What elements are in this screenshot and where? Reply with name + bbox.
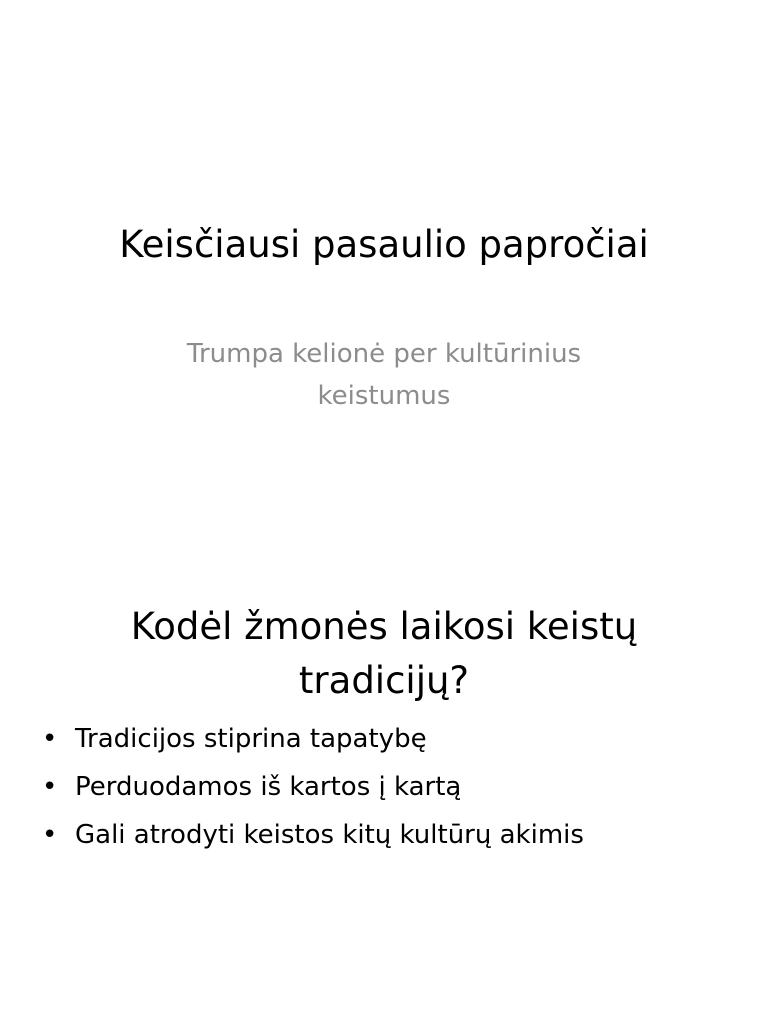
slide-content xyxy=(0,576,768,1024)
bullet-text: Gali atrodyti keistos kitų kultūrų akimis xyxy=(75,820,584,850)
slide-subtitle xyxy=(160,333,608,417)
bullet-marker: • xyxy=(42,772,58,802)
slide-content-heading xyxy=(90,600,678,708)
subtitle-line-1: Trumpa kelionė per kultūrinius xyxy=(186,339,582,369)
bullet-text: Perduodamos iš kartos į kartą xyxy=(75,772,462,802)
subtitle-line-2: keistumus xyxy=(317,381,451,411)
heading-line-1: Kodėl žmonės laikosi keistų xyxy=(130,605,638,648)
bullet-item xyxy=(40,763,584,811)
slide-title-heading: Keisčiausi pasaulio papročiai xyxy=(119,223,649,266)
bullet-text: Tradicijos stiprina tapatybę xyxy=(75,724,427,754)
heading-line-2: tradicijų? xyxy=(298,659,470,702)
bullet-item xyxy=(40,811,584,859)
bullet-list xyxy=(40,715,584,859)
bullet-item xyxy=(40,715,584,763)
bullet-marker: • xyxy=(42,820,58,850)
bullet-marker: • xyxy=(42,724,58,754)
